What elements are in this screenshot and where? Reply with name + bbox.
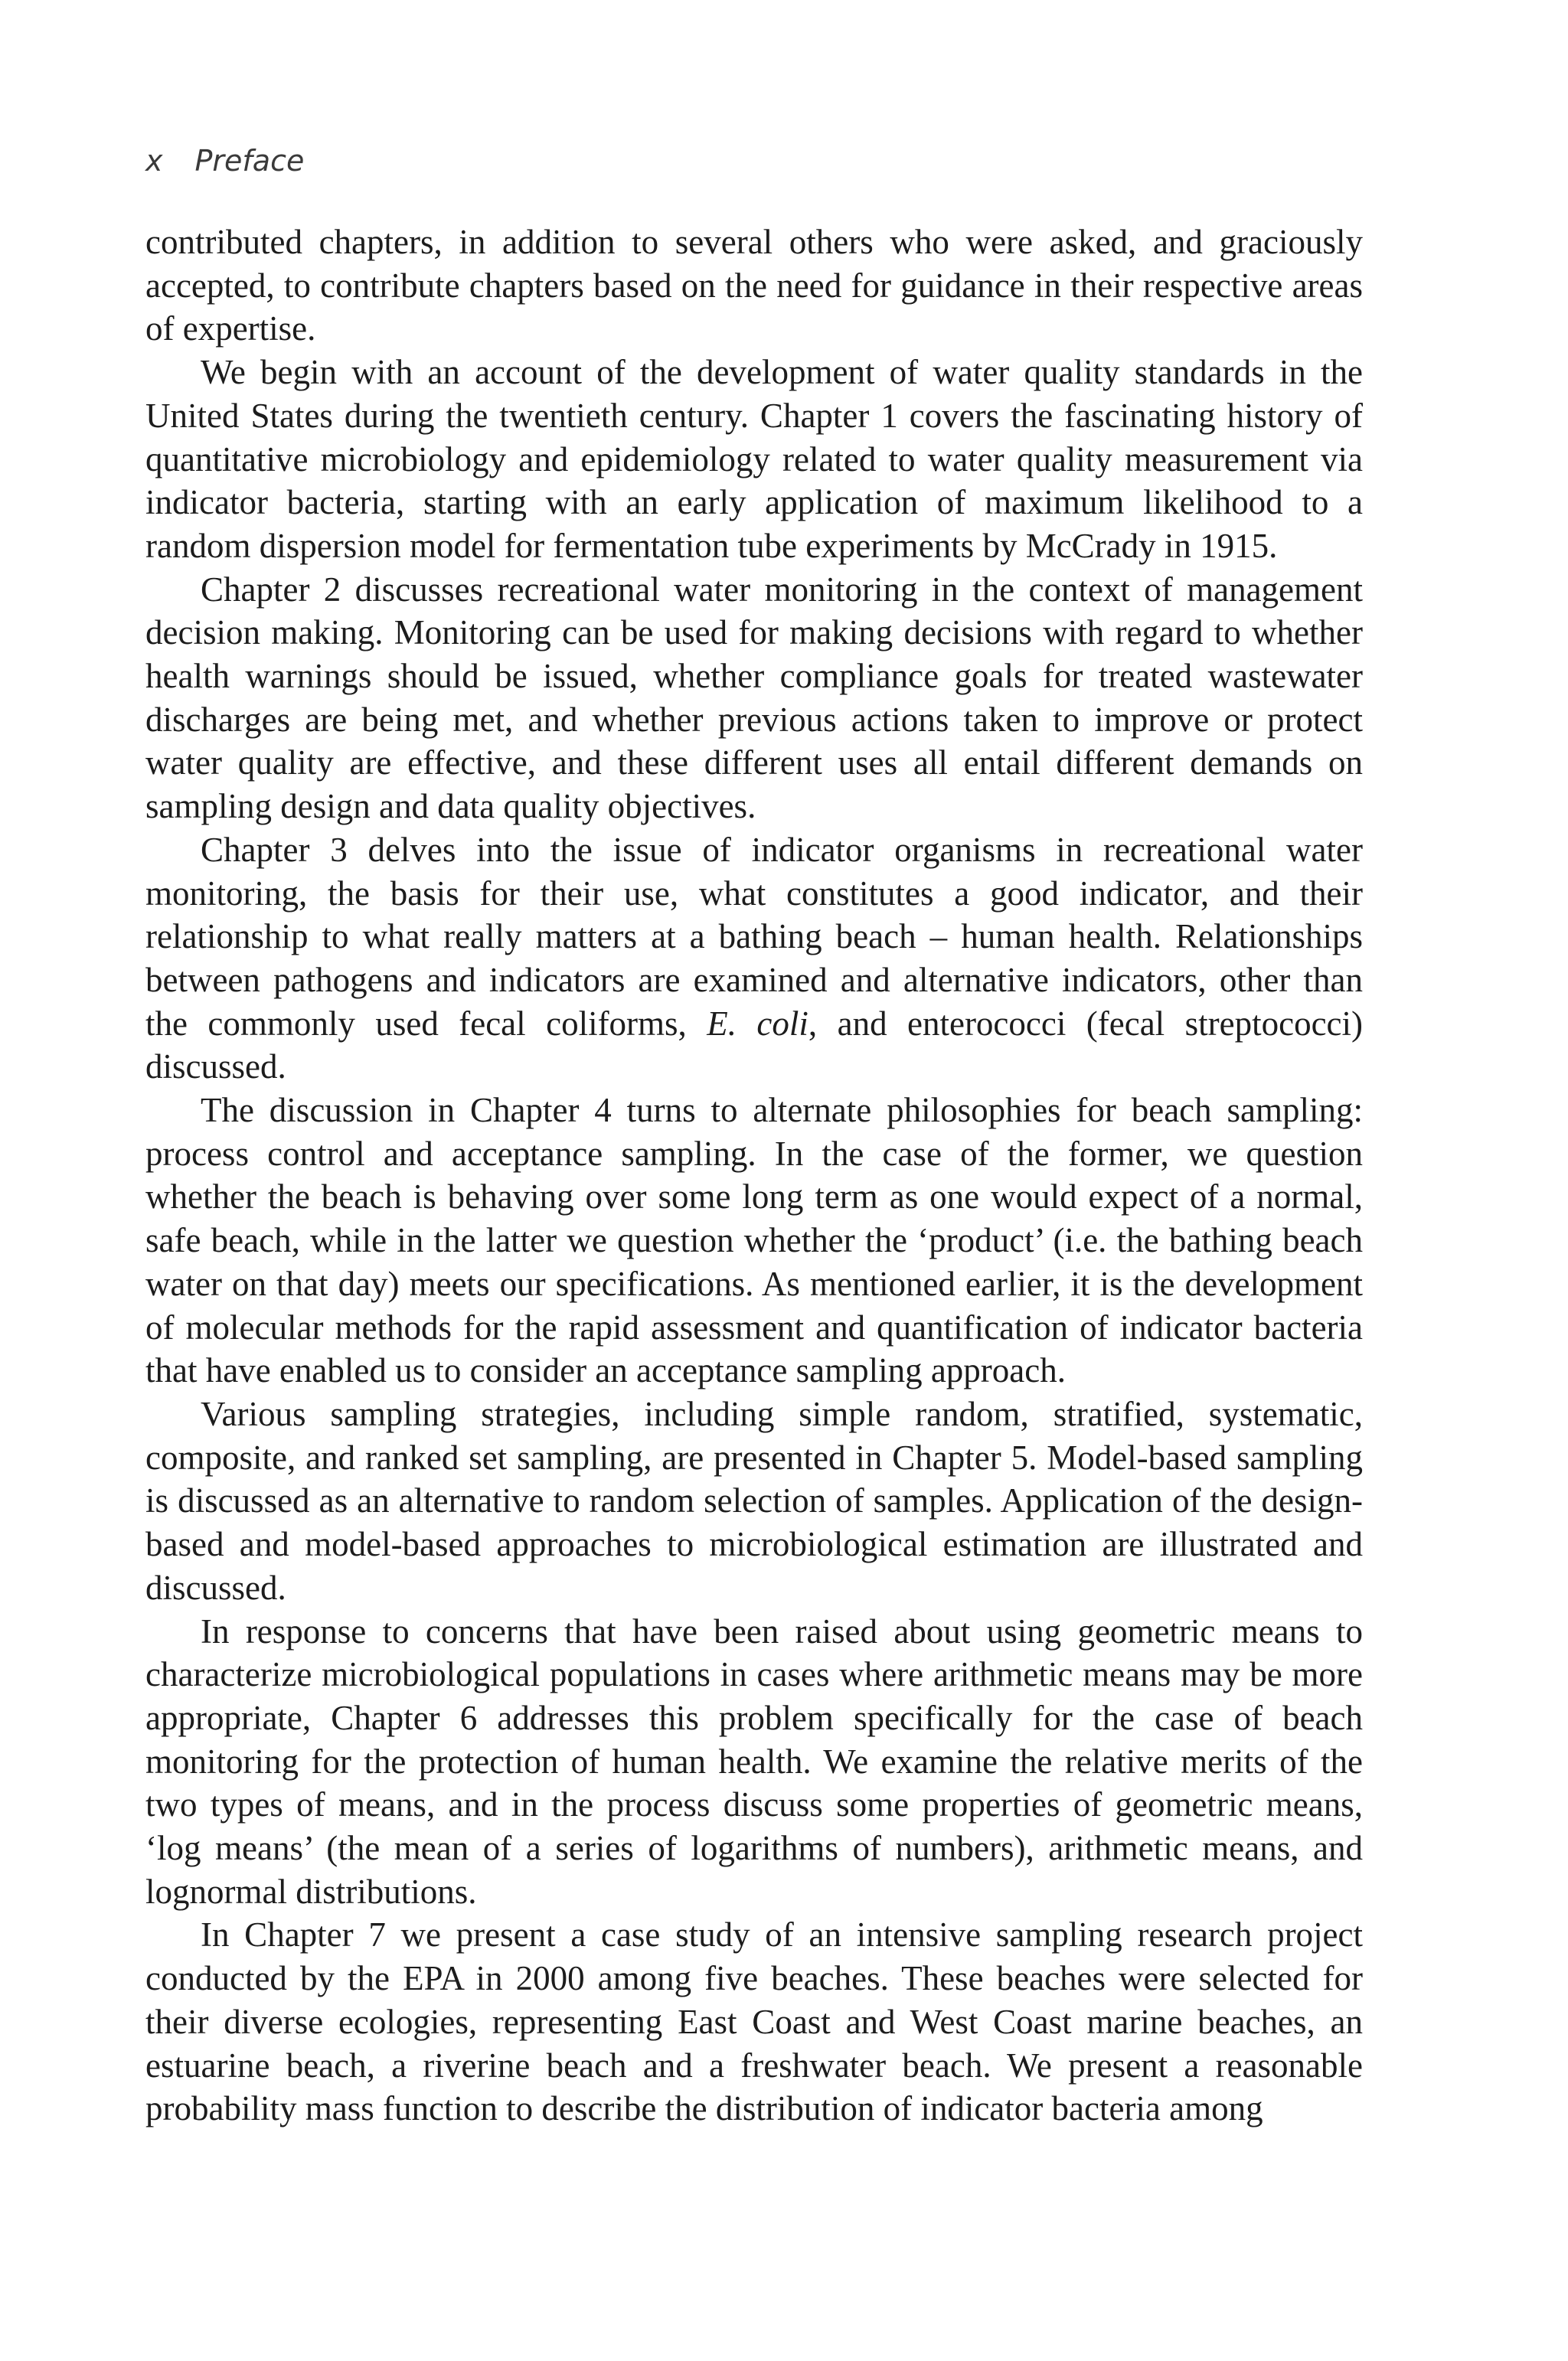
paragraph-continued: contributed chapters, in addition to several others who were asked, and graciously accepted, to contribute chapters based on the need for guidance in their respective areas of expertise. [145, 223, 1363, 348]
page-number: x [145, 144, 163, 178]
paragraph-chapter-6: In response to concerns that have been raised about using geometric means to characterize microbiological populations in cases where arithmetic means may be more appropriate, Chapter 6 addresses this problem specifically for the case of beach monitoring for the protection of human health. We examine the relative merits of the two types of means, and in the process discuss some properties of geometric means, ‘log means’ (the mean of a series of logarithms of numbers), arithmetic means, and lognormal distributions. [145, 1612, 1363, 1911]
paragraph-chapter-3 [145, 828, 1363, 1089]
paragraph-chapter-7: In Chapter 7 we present a case study of an intensive sampling research project conducted by the EPA in 2000 among five beaches. These beaches were selected for their diverse ecologies, representing East Coast and West Coast marine beaches, an estuarine beach, a riverine beach and a freshwater beach. We present a reasonable probability mass function to describe the distribution of indicator bacteria among [145, 1915, 1363, 2128]
running-title: Preface [194, 144, 305, 178]
paragraph-chapter-1: We begin with an account of the development of water quality standards in the United States during the twentieth century. Chapter 1 covers the fascinating history of quantitative microbiology and epidemiology related to water quality measurement via indicator bacteria, starting with an early application of maximum likelihood to a random dispersion model for fermentation tube experiments by McCrady in 1915. [145, 353, 1363, 565]
body-text [145, 220, 1363, 2131]
species-name-italic: E. coli [707, 1004, 808, 1043]
paragraph-chapter-3-text: Chapter 3 delves into the issue of indicator organisms in recreational water monitoring, the basis for their use, what constitutes a good indicator, and their relationship to what really matters at a bathing beach – human health. Relationships between pathogens and indicators are examined and alternative indicators, other than the commonly used fecal coliforms, [145, 830, 1363, 1043]
paragraph-chapter-5: Various sampling strategies, including simple random, stratified, systematic, composite, and ranked set sampling, are presented in Chapter 5. Model-based sampling is discussed as an alternative to random selection of samples. Application of the design-based and model-based approaches to microbiological estimation are illustrated and discussed. [145, 1394, 1363, 1607]
paragraph-chapter-4: The discussion in Chapter 4 turns to alternate philosophies for beach sampling: process control and acceptance sampling. In the case of the former, we question whether the beach is behaving over some long term as one would expect of a normal, safe beach, while in the latter we question whether the ‘product’ (i.e. the bathing beach water on that day) meets our specifications. As mentioned earlier, it is the development of molecular methods for the rapid assessment and quantification of indicator bacteria that have enabled us to consider an acceptance sampling approach. [145, 1091, 1363, 1390]
paragraph-chapter-3-text-end: , and enterococci (fecal streptococci) discussed. [145, 1004, 1364, 1086]
running-head [145, 138, 304, 184]
paragraph-chapter-2: Chapter 2 discusses recreational water monitoring in the context of management decision making. Monitoring can be used for making decisions with regard to whether health warnings should be issued, whether compliance goals for treated wastewater discharges are being met, and whether previous actions taken to improve or protect water quality are effective, and these different uses all entail different demands on sampling design and data quality objectives. [145, 570, 1363, 826]
